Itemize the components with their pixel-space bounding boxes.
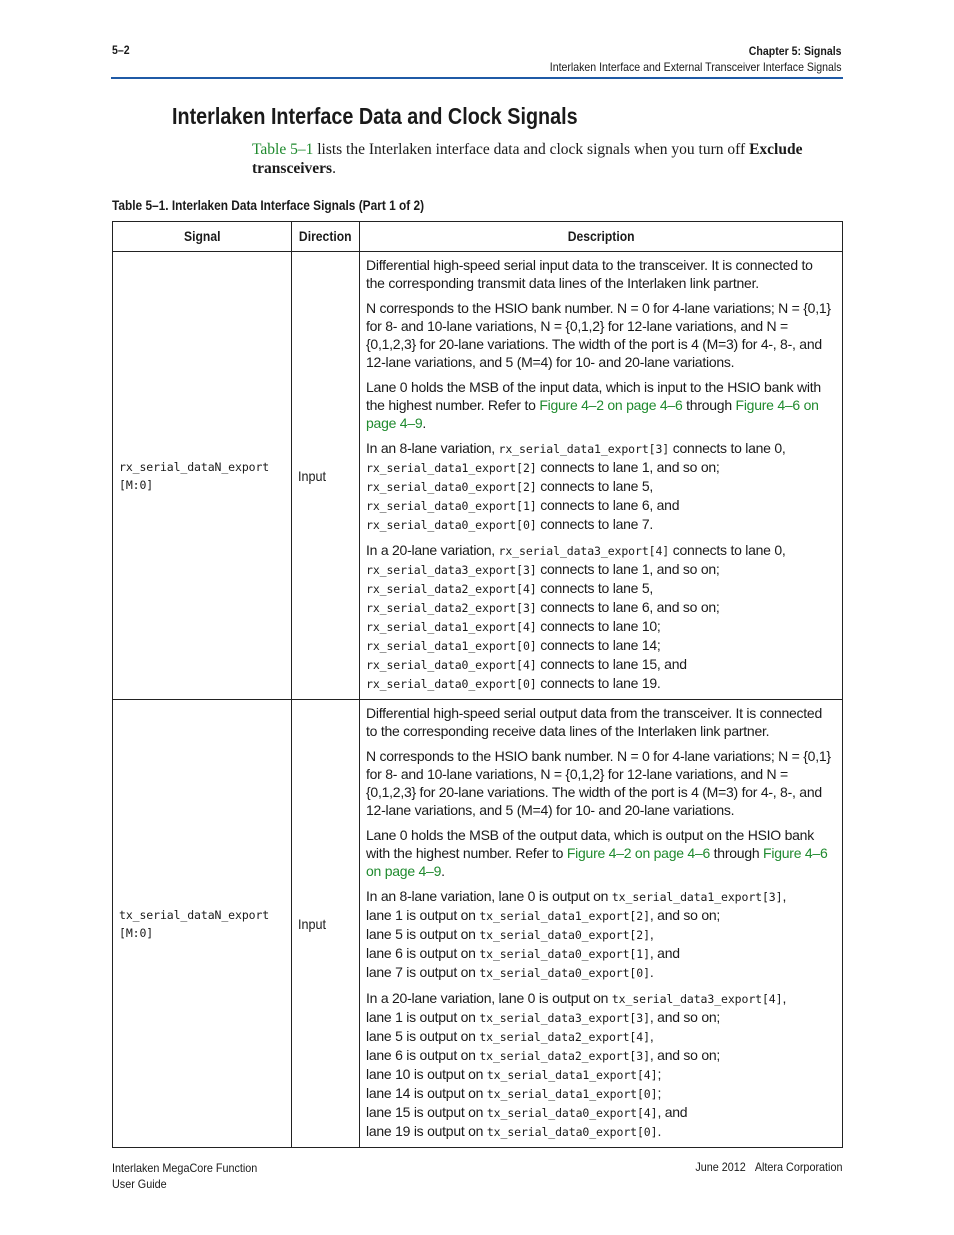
figure-link[interactable]: Figure 4–2 on page 4–6 xyxy=(566,845,711,861)
header-rule xyxy=(111,77,843,79)
direction-cell: Input xyxy=(292,700,360,1148)
desc-paragraph: N corresponds to the HSIO bank number. N = 0 for 4-lane variations; N = {0,1} for 8- and 10-lane variations, N = {0,1,2} for 12-lane variations, and N = {0,1,2,3} for 20-lane variations. The width of the port is 4 (M=3) for 4-, 8-, and 12-lane variations, and 5 (M=4) for 10- and 20-lane variations. xyxy=(366,748,831,818)
direction-cell: Input xyxy=(292,252,360,700)
table-link[interactable]: Table 5–1 xyxy=(252,141,314,158)
table-row xyxy=(113,252,843,700)
intro-paragraph xyxy=(252,140,832,178)
header-signal: Signal xyxy=(113,222,292,252)
header-direction: Direction xyxy=(292,222,360,252)
page-number: 5–2 xyxy=(112,43,130,57)
figure-link[interactable]: Figure 4–6 on page 4–9 xyxy=(366,845,828,879)
signals-table xyxy=(112,221,843,1148)
desc-paragraph: Lane 0 holds the MSB of the output data, which is output on the HSIO bank with the highest number. Refer to Figure 4–2 on page 4–6 through Figure 4–6 on page 4–9. xyxy=(366,827,828,879)
intro-bold: Exclude transceivers xyxy=(252,141,803,177)
description-cell xyxy=(360,252,843,700)
footer-publisher xyxy=(695,1160,842,1174)
desc-paragraph: Lane 0 holds the MSB of the input data, which is input to the HSIO bank with the highest number. Refer to Figure 4–2 on page 4–6 through Figure 4–6 on page 4–9. xyxy=(366,379,821,431)
desc-paragraph: In a 20-lane variation, lane 0 is output on tx_serial_data3_export[4], lane 1 is output on tx_serial_data3_export[3], and so on; lane 5 is output on tx_serial_data2_export[4], lane 6 is output on tx_serial_data2_export[3], and so on; lane 10 is output on tx_serial_data1_export[4]; lane 14 is output on tx_serial_data1_export[0]; lane 15 is output on tx_serial_data0_export[4], and lane 19 is output on tx_serial_data0_export[0]. xyxy=(366,990,787,1139)
footer-company: Altera Corporation xyxy=(754,1160,842,1174)
signal-cell: tx_serial_dataN_export [M:0] xyxy=(113,700,292,1148)
desc-paragraph: In an 8-lane variation, lane 0 is output on tx_serial_data1_export[3], lane 1 is output on tx_serial_data1_export[2], and so on; lane 5 is output on tx_serial_data0_export[2], lane 6 is output on tx_serial_data0_export[1], and lane 7 is output on tx_serial_data0_export[0]. xyxy=(366,888,787,980)
desc-paragraph: In a 20-lane variation, rx_serial_data3_export[4] connects to lane 0, rx_serial_data3_export[3] connects to lane 1, and so on; rx_serial_data2_export[4] connects to lane 5, rx_serial_data2_export[3] connects to lane 6, and so on; rx_serial_data1_export[4] connects to lane 10; rx_serial_data1_export[0] connects to lane 14; rx_serial_data0_export[4] connects to lane 15, and rx_serial_data0_export[0] connects to lane 19. xyxy=(366,542,786,691)
desc-paragraph: Differential high-speed serial input data to the transceiver. It is connected to the corresponding transmit data lines of the Interlaken link partner. xyxy=(366,257,813,291)
table-header-row xyxy=(113,222,843,252)
desc-paragraph: N corresponds to the HSIO bank number. N = 0 for 4-lane variations; N = {0,1} for 8- and 10-lane variations, N = {0,1,2} for 12-lane variations, and N = {0,1,2,3} for 20-lane variations. The width of the port is 4 (M=3) for 4-, 8-, and 12-lane variations, and 5 (M=4) for 10- and 20-lane variations. xyxy=(366,300,831,370)
description-cell xyxy=(360,700,843,1148)
table-row xyxy=(113,700,843,1148)
footer-doc-title: Interlaken MegaCore Function User Guide xyxy=(112,1161,258,1191)
desc-paragraph: In an 8-lane variation, rx_serial_data1_export[3] connects to lane 0, rx_serial_data1_export[2] connects to lane 1, and so on; rx_serial_data0_export[2] connects to lane 5, rx_serial_data0_export[1] connects to lane 6, and rx_serial_data0_export[0] connects to lane 7. xyxy=(366,440,786,532)
figure-link[interactable]: Figure 4–2 on page 4–6 xyxy=(539,397,683,413)
figure-link[interactable]: Figure 4–6 on page 4–9 xyxy=(366,397,819,431)
section-title: Interlaken Interface Data and Clock Signals xyxy=(172,103,578,129)
chapter-title: Chapter 5: Signals xyxy=(749,44,842,58)
running-header xyxy=(550,43,842,75)
desc-paragraph: Differential high-speed serial output data from the transceiver. It is connected to the corresponding receive data lines of the Interlaken link partner. xyxy=(366,705,823,739)
intro-end: . xyxy=(332,160,336,177)
chapter-subtitle: Interlaken Interface and External Transceiver Interface Signals xyxy=(550,60,842,74)
table-caption: Table 5–1. Interlaken Data Interface Signals (Part 1 of 2) xyxy=(112,198,425,213)
header-description: Description xyxy=(360,222,843,252)
intro-text: lists the Interlaken interface data and clock signals when you turn off xyxy=(313,141,750,158)
footer-date: June 2012 xyxy=(694,1160,746,1174)
signal-cell: rx_serial_dataN_export [M:0] xyxy=(113,252,292,700)
